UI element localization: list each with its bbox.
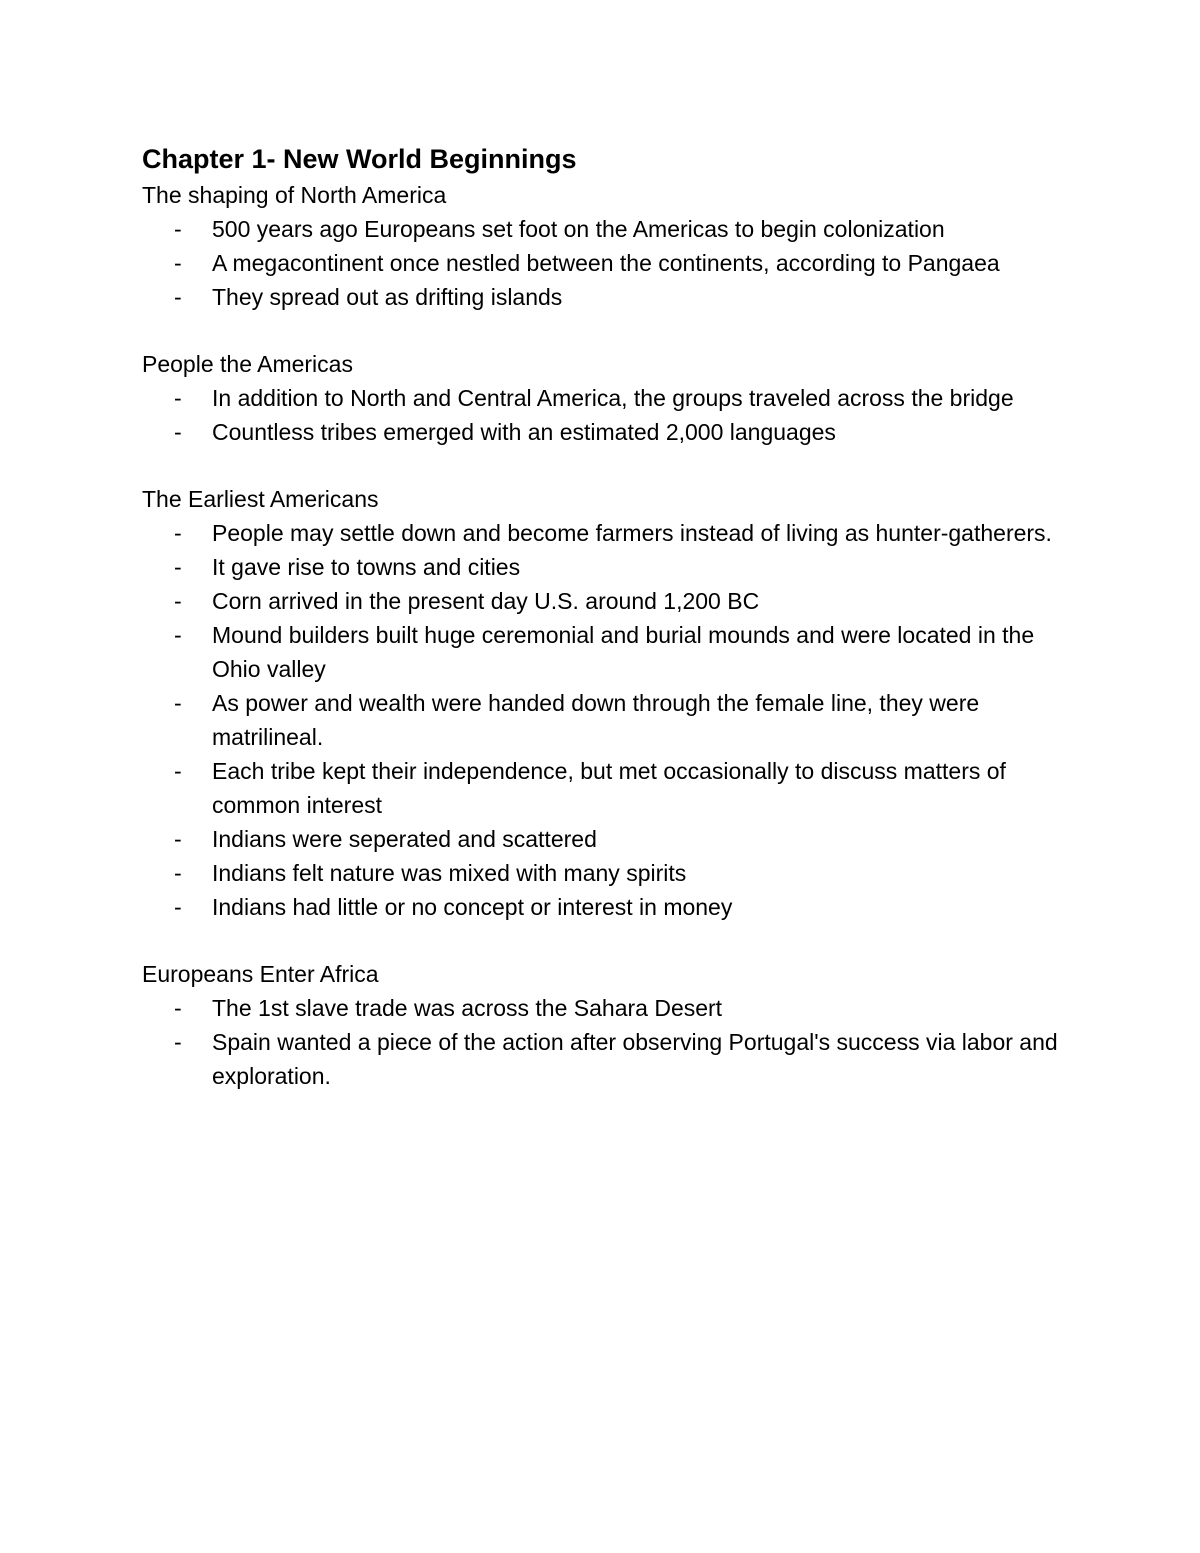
bullet-dash: - [174, 520, 182, 546]
section-heading: The Earliest Americans [142, 486, 379, 512]
section-shaping-north-america [142, 178, 1082, 314]
bullet-dash: - [174, 860, 182, 886]
page-title: Chapter 1- New World Beginnings [142, 144, 577, 174]
bullet-list [142, 381, 1082, 449]
list-item-text: They spread out as drifting islands [212, 284, 563, 310]
list-item [142, 754, 1082, 822]
section-heading: The shaping of North America [142, 182, 447, 208]
bullet-dash: - [174, 690, 182, 716]
section-heading: Europeans Enter Africa [142, 961, 379, 987]
list-item [142, 584, 1082, 618]
bullet-dash: - [174, 554, 182, 580]
list-item [142, 618, 1082, 686]
bullet-dash: - [174, 758, 182, 784]
list-item [142, 991, 1082, 1025]
bullet-dash: - [174, 826, 182, 852]
list-item [142, 246, 1082, 280]
bullet-dash: - [174, 622, 182, 648]
list-item [142, 550, 1082, 584]
list-item-text: Spain wanted a piece of the action after observing Portugal's success via labor and exploration. [212, 1029, 1058, 1089]
bullet-dash: - [174, 216, 182, 242]
list-item-text: Indians had little or no concept or interest in money [212, 894, 733, 920]
list-item-text: 500 years ago Europeans set foot on the Americas to begin colonization [212, 216, 945, 242]
list-item-text: As power and wealth were handed down through the female line, they were matrilineal. [212, 690, 980, 750]
bullet-dash: - [174, 588, 182, 614]
list-item-text: Corn arrived in the present day U.S. around 1,200 BC [212, 588, 760, 614]
bullet-dash: - [174, 1029, 182, 1055]
list-item [142, 856, 1082, 890]
list-item-text: In addition to North and Central America, the groups traveled across the bridge [212, 385, 1014, 411]
list-item-text: A megacontinent once nestled between the continents, according to Pangaea [212, 250, 1000, 276]
list-item-text: Countless tribes emerged with an estimated 2,000 languages [212, 419, 836, 445]
bullet-dash: - [174, 419, 182, 445]
list-item [142, 381, 1082, 415]
list-item [142, 280, 1082, 314]
bullet-dash: - [174, 894, 182, 920]
bullet-dash: - [174, 250, 182, 276]
list-item-text: Indians felt nature was mixed with many spirits [212, 860, 687, 886]
list-item-text: Mound builders built huge ceremonial and burial mounds and were located in the Ohio valley [212, 622, 1035, 682]
bullet-dash: - [174, 385, 182, 411]
list-item-text: People may settle down and become farmers instead of living as hunter-gatherers. [212, 520, 1052, 546]
list-item [142, 516, 1082, 550]
list-item-text: The 1st slave trade was across the Sahara Desert [212, 995, 723, 1021]
list-item-text: Each tribe kept their independence, but met occasionally to discuss matters of common interest [212, 758, 1006, 818]
document-page [142, 140, 1082, 1093]
bullet-dash: - [174, 284, 182, 310]
bullet-list [142, 212, 1082, 314]
section-people-americas [142, 347, 1082, 449]
section-heading: People the Americas [142, 351, 353, 377]
bullet-list [142, 516, 1082, 924]
list-item [142, 686, 1082, 754]
section-earliest-americans [142, 482, 1082, 924]
bullet-dash: - [174, 995, 182, 1021]
list-item [142, 415, 1082, 449]
list-item [142, 890, 1082, 924]
bullet-list [142, 991, 1082, 1093]
list-item-text: It gave rise to towns and cities [212, 554, 521, 580]
section-europeans-africa [142, 957, 1082, 1093]
list-item [142, 822, 1082, 856]
list-item-text: Indians were seperated and scattered [212, 826, 597, 852]
list-item [142, 212, 1082, 246]
list-item [142, 1025, 1082, 1093]
